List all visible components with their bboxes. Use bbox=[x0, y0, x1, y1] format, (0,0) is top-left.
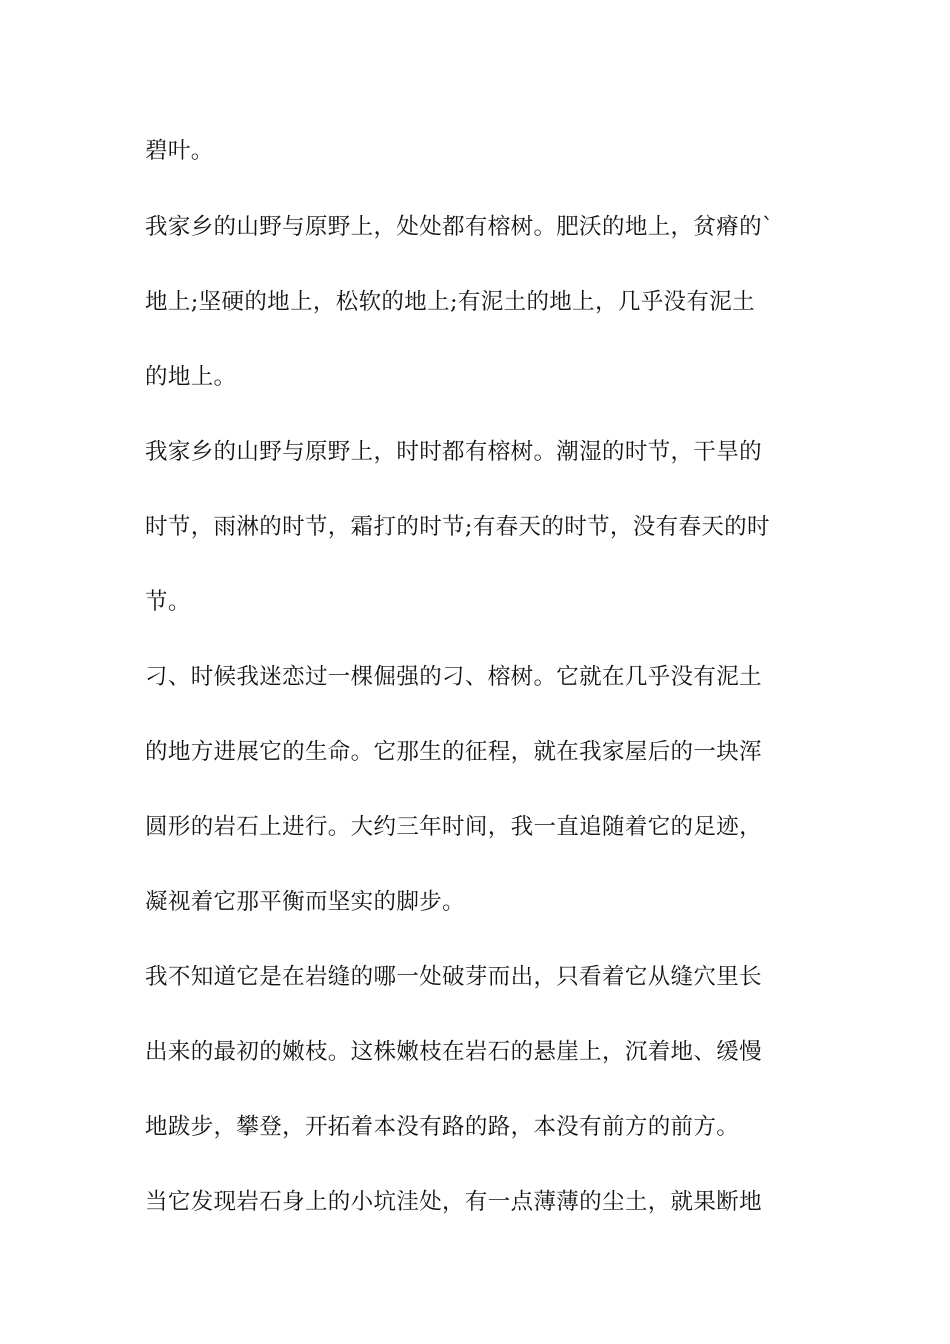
text-line: 我家乡的山野与原野上，时时都有榕树。潮湿的时节，干旱的 bbox=[145, 439, 762, 465]
text-line: 刁、时候我迷恋过一棵倔强的刁、榕树。它就在几乎没有泥土 bbox=[145, 664, 762, 690]
text-line: 地上;坚硬的地上，松软的地上;有泥土的地上，几乎没有泥土 bbox=[145, 289, 755, 315]
text-line: 节。 bbox=[145, 589, 191, 615]
text-line: 地跋步，攀登，开拓着本没有路的路，本没有前方的前方。 bbox=[145, 1114, 740, 1140]
text-line: 当它发现岩石身上的小坑洼处，有一点薄薄的尘土，就果断地 bbox=[145, 1189, 762, 1215]
text-line: 碧叶。 bbox=[145, 138, 214, 164]
text-line: 的地方进展它的生命。它那生的征程，就在我家屋后的一块浑 bbox=[145, 739, 762, 765]
text-line: 凝视着它那平衡而坚实的脚步。 bbox=[145, 889, 465, 915]
text-line: 我不知道它是在岩缝的哪一处破芽而出，只看着它从缝穴里长 bbox=[145, 964, 762, 990]
text-line: 的地上。 bbox=[145, 364, 237, 390]
text-line: 出来的最初的嫩枝。这株嫩枝在岩石的悬崖上，沉着地、缓慢 bbox=[145, 1039, 762, 1065]
text-line: 我家乡的山野与原野上，处处都有榕树。肥沃的地上，贫瘠的` bbox=[145, 214, 774, 240]
text-line: 时节，雨淋的时节，霜打的时节;有春天的时节，没有春天的时 bbox=[145, 514, 770, 540]
text-line: 圆形的岩石上进行。大约三年时间，我一直追随着它的足迹， bbox=[145, 814, 762, 840]
